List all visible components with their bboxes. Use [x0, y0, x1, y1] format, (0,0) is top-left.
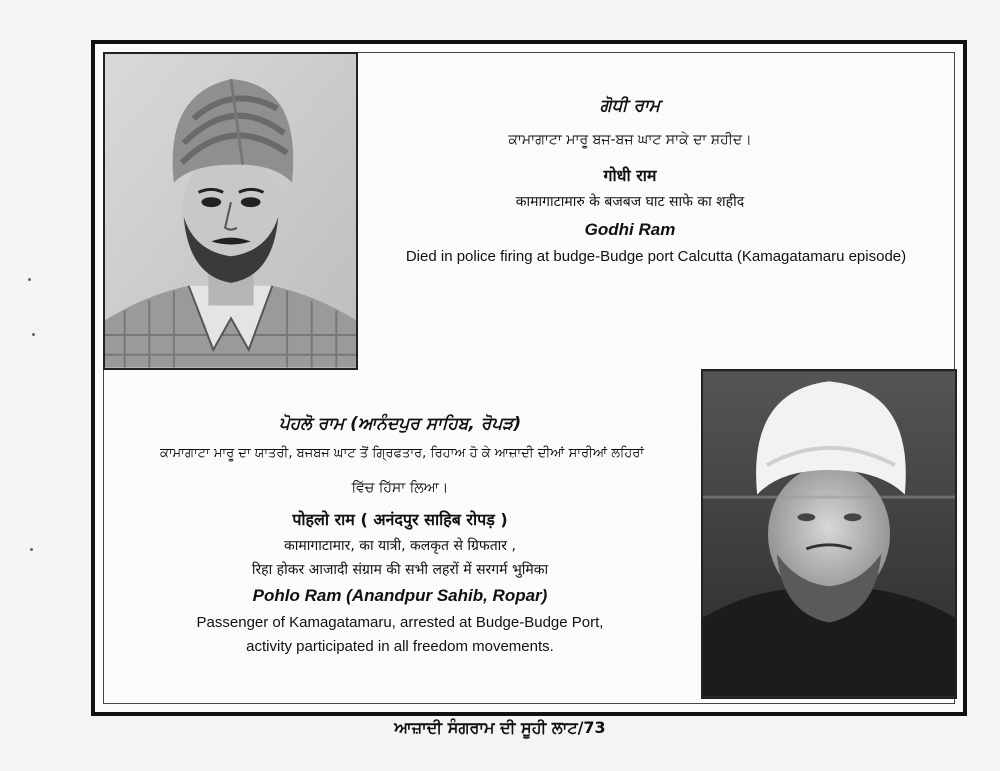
entry1-desc-hindi: कामागाटामारु के बजबज घाट साफे का शहीद	[515, 194, 745, 210]
portrait-sketch-image	[105, 54, 356, 368]
entry2-desc-hindi-line1: कामागाटामार, का यात्री, कलकृत से ग्रिफतार ,	[284, 538, 516, 554]
entry2-desc-punjabi-line1: ਕਾਮਾਗਾਟਾ ਮਾਰੂ ਦਾ ਯਾਤਰੀ, ਬਜਬਜ ਘਾਟ ਤੋਂ ਗ੍ਰਿਫਤਾਰ, ਰਿਹਾਅ ਹੋ ਕੇ ਆਜ਼ਾਦੀ ਦੀਆਂ ਸਾਰੀਆਂ ਲਹਿਰਾਂ	[160, 446, 644, 461]
margin-speck	[32, 333, 35, 336]
entry2-name-punjabi: ਪੋਹਲੋ ਰਾਮ (ਆਨੰਦਪੁਰ ਸਾਹਿਬ, ਰੋਪੜ)	[278, 414, 522, 434]
entry2-desc-punjabi-line2: ਵਿੱਚ ਹਿੱਸਾ ਲਿਆ।	[351, 480, 449, 496]
entry1-desc-punjabi: ਕਾਮਾਗਾਟਾ ਮਾਰੂ ਬਜ-ਬਜ ਘਾਟ ਸਾਕੇ ਦਾ ਸ਼ਹੀਦ।	[508, 132, 752, 148]
entry2-desc-hindi-line2: रिहा होकर आजादी संग्राम की सभी लहरों में सरगर्म भुमिका	[251, 562, 549, 578]
margin-speck	[30, 548, 33, 551]
entry1-name-hindi: गोधी राम	[603, 166, 657, 185]
entry1-desc-english: Died in police firing at budge-Budge port Calcutta (Kamagatamaru episode)	[405, 248, 907, 265]
entry2-name-hindi: पोहलो राम ( अनंदपुर साहिब रोपड़ )	[292, 510, 508, 529]
portrait-photo-image	[703, 371, 955, 697]
portrait-pohlo-ram	[701, 369, 957, 699]
entry1-name-punjabi: ਗੋਧੀ ਰਾਮ	[599, 96, 661, 116]
entry2-desc-english-line1: Passenger of Kamagatamaru, arrested at Budge-Budge Port,	[196, 614, 604, 631]
entry2-name-english: Pohlo Ram (Anandpur Sahib, Ropar)	[252, 586, 548, 605]
entry1-name-english: Godhi Ram	[584, 220, 676, 239]
entry2-desc-english-line2: activity participated in all freedom movements.	[246, 638, 554, 655]
portrait-godhi-ram	[103, 52, 358, 370]
margin-speck	[28, 278, 31, 281]
page-footer-caption: ਆਜ਼ਾਦੀ ਸੰਗਰਾਮ ਦੀ ਸੂਹੀ ਲਾਟ/73	[394, 718, 606, 737]
